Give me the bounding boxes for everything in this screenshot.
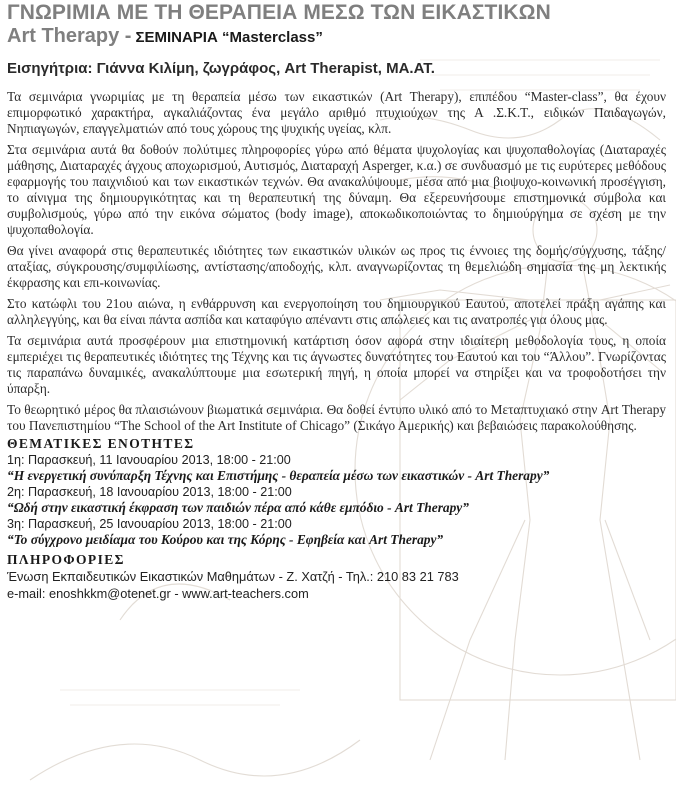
session-3-title: “Το σύγχρονο μειδίαμα του Κούρου και της Κόρης - Εφηβεία και Art Therapy” xyxy=(7,532,444,547)
intro-paragraph: Τα σεμινάρια γνωριμίας με τη θεραπεία μέσω των εικαστικών (Art Therapy), επιπέδου “Master-class”, θα έχουν επιμορφωτικό χαρακτήρα, αγκαλιάζοντας ένα μεγάλο αριθμό πτυχιούχων της Α .Σ.Κ.Τ., ειδικών Παιδαγωγών, Νηπιαγωγών, επαγγελματιών από τους χώρους της ψυχικής υγείας, κλπ. xyxy=(7,89,666,136)
methodology-paragraph: Τα σεμινάρια αυτά προσφέρουν μια επιστημονική κατάρτιση όσον αφορά στην ιδιαίτερη μεθοδολογία τους, η οποία εμπεριέχει τις θεραπευτικές ιδιότητες της Τέχνης και τις άγνωστες δυνατότητες του Εαυτού και του “Άλλου”. Γνωρίζοντας τις παραπάνω δυναμικές, ανακαλύπτουμε μια εσωτερική πηγή, η οποία μπορεί να στηρίξει και να τροφοδοτήσει την ύπαρξη. xyxy=(7,333,666,396)
session-1-title: “Η ενεργετική συνύπαρξη Τέχνης και Επιστήμης - θεραπεία μέσω των εικαστικών - Art Therapy” xyxy=(7,468,550,483)
subtitle-seminars: ΣΕΜΙΝΑΡΙΑ “Masterclass” xyxy=(135,29,323,46)
info-heading: ΠΛΗΡΟΦΟΡΙΕΣ xyxy=(7,552,125,567)
page-title: ΓΝΩΡΙΜΙΑ ΜΕ ΤΗ ΘΕΡΑΠΕΙΑ ΜΕΣΩ ΤΩΝ ΕΙΚΑΣΤΙΚΩΝ xyxy=(7,1,551,24)
session-1-date: 1η: Παρασκευή, 11 Ιανουαρίου 2013, 18:00 - 21:00 xyxy=(7,453,291,467)
materials-paragraph: Θα γίνει αναφορά στις θεραπευτικές ιδιότητες των εικαστικών υλικών ως προς τις έννοιες της δομής/σύγχυσης, τάξης/αταξίας, σύγκρουσης/συμφιλίωσης, αντίστασης/αποδοχής, κλπ. αναγνωρίζοντας τη θεμελιώδη σημασία της μη λεκτικής έκφρασης και επι-κοινωνίας. xyxy=(7,243,666,290)
theory-paragraph: Το θεωρητικό μέρος θα πλαισιώνουν βιωματικά σεμινάρια. Θα δοθεί έντυπο υλικό από το Μεταπτυχιακό στην Art Therapy του Πανεπιστημίου “The School of the Art Institute of Chicago” (Σικάγο Αμερικής) και βεβαιώσεις παρακολούθησης. xyxy=(7,402,666,433)
email-website-line: e-mail: enoshkkm@otenet.gr - www.art-teachers.com xyxy=(7,586,309,601)
organization-contact: Ένωση Εκπαιδευτικών Εικαστικών Μαθημάτων - Ζ. Χατζή - Τηλ.: 210 83 21 783 xyxy=(7,569,459,584)
subtitle-art-therapy: Art Therapy - xyxy=(7,25,132,47)
session-list xyxy=(7,452,666,548)
creativity-paragraph: Στο κατώφλι του 21ου αιώνα, η ενθάρρυνση και ενεργοποίηση του δημιουργικού Εαυτού, αποτελεί πράξη αγάπης και αλληλεγγύης, και θα είναι πάντα ασπίδα και καταφύγιο απέναντι στις απώλειες και τις ανατροπές για όλους μας. xyxy=(7,296,666,327)
themes-heading: ΘΕΜΑΤΙΚΕΣ ΕΝΟΤΗΤΕΣ xyxy=(7,436,195,451)
content-paragraph: Στα σεμινάρια αυτά θα δοθούν πολύτιμες πληροφορίες γύρω από θέματα ψυχολογίας και ψυχοπαθολογίας (Διαταραχές μάθησης, Διαταραχές άγχους αποχωρισμού, Αυτισμός, Διαταραχή Asperger, κ.α.) σε συνδυασμό με τις ευρύτερες μεθόδους εφαρμογής του παιχνιδιού και των εικαστικών τεχνών. Θα ανακαλύψουμε, μέσα από μια βιοψυχο-κοινωνική προσέγγιση, το αίνιγμα της δημιουργικότητας και τη θεραπευτική της δύναμη. Θα εξερευνήσουμε επιστημονικά σύμβολα και συμβολισμούς, γύρω από την εικόνα σώματος (body image), αποκωδικοποιώντας το δημιούργημα σε σχέση με την ψυχοπαθολογία. xyxy=(7,142,666,237)
session-2-title: “Ωδή στην εικαστική έκφραση των παιδιών πέρα από κάθε εμπόδιο - Art Therapy” xyxy=(7,500,469,515)
session-3-date: 3η: Παρασκευή, 25 Ιανουαρίου 2013, 18:00 - 21:00 xyxy=(7,517,292,531)
page-subtitle xyxy=(7,24,666,50)
session-2-date: 2η: Παρασκευή, 18 Ιανουαρίου 2013, 18:00 - 21:00 xyxy=(7,485,292,499)
speaker-line: Εισηγήτρια: Γιάννα Κιλίμη, ζωγράφος, Art Therapist, MA.AT. xyxy=(7,60,435,77)
